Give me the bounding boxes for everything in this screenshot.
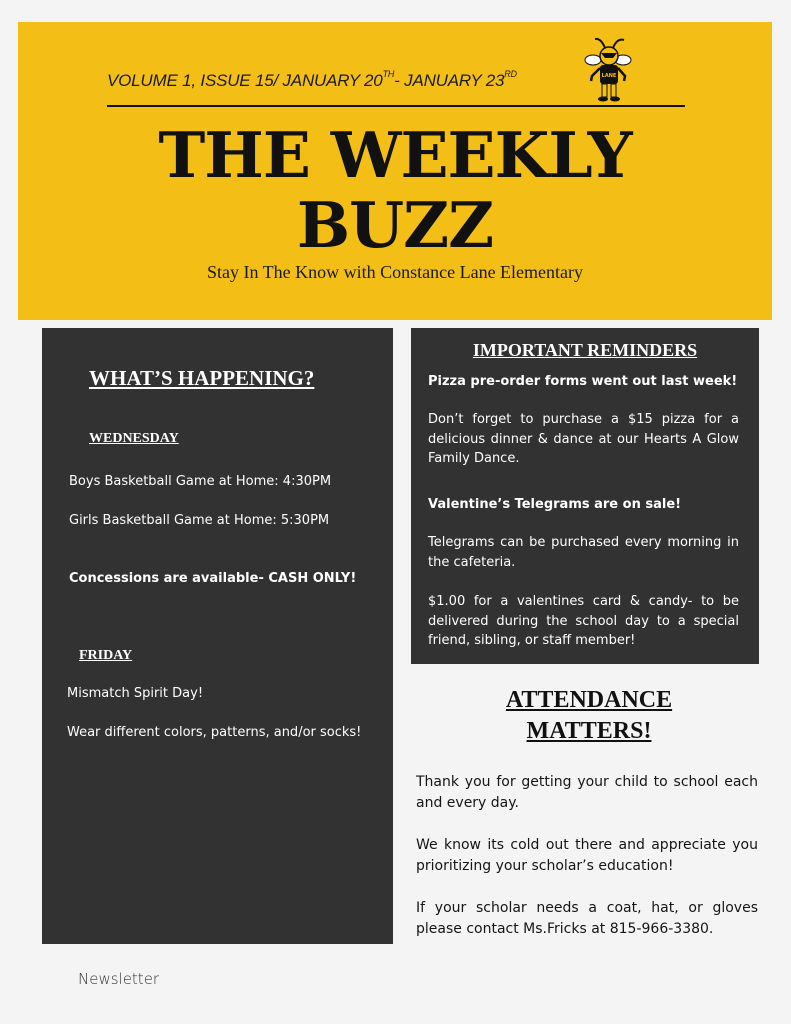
attendance-paragraph: We know its cold out there and appreciate you prioritizing your scholar’s education! xyxy=(416,837,758,874)
issue-suffix-2: RD xyxy=(504,69,517,79)
bee-mascot-icon xyxy=(583,36,633,106)
telegram-reminder-text: Telegrams can be purchased every morning in the cafeteria. xyxy=(428,535,739,570)
pizza-reminder-text: Don’t forget to purchase a $15 pizza for a delicious dinner & dance at our Hearts A Glow Family Dance. xyxy=(428,412,739,466)
issue-date-start: VOLUME 1, ISSUE 15/ JANUARY 20 xyxy=(107,71,383,90)
wednesday-label: WEDNESDAY xyxy=(89,431,179,446)
pizza-reminder-title: Pizza pre-order forms went out last week! xyxy=(428,374,738,389)
list-item: Mismatch Spirit Day! xyxy=(67,686,204,701)
issue-line xyxy=(107,71,627,91)
list-item: Wear different colors, patterns, and/or socks! xyxy=(67,725,362,740)
attendance-paragraph: Thank you for getting your child to school each and every day. xyxy=(416,774,758,811)
telegram-reminder-title: Valentine’s Telegrams are on sale! xyxy=(428,497,682,512)
attendance-heading-line-2: MATTERS! xyxy=(526,718,652,744)
title-line-2: BUZZ xyxy=(296,188,494,262)
attendance-heading-line-1: ATTENDANCE xyxy=(505,687,673,713)
issue-suffix-1: TH xyxy=(382,69,395,79)
attendance-heading xyxy=(411,685,767,747)
attendance-paragraph: If your scholar needs a coat, hat, or gloves please contact Ms.Fricks at 815-966-3380. xyxy=(416,900,758,937)
whats-happening-heading: WHAT’S HAPPENING? xyxy=(89,366,315,390)
title-line-1: THE WEEKLY xyxy=(158,118,632,192)
masthead xyxy=(18,22,772,320)
reminders-heading: IMPORTANT REMINDERS xyxy=(472,340,698,360)
mascot-label: LANE xyxy=(601,73,617,79)
tagline: Stay In The Know with Constance Lane Elementary xyxy=(206,262,584,282)
friday-label: FRIDAY xyxy=(79,648,133,663)
list-item: Boys Basketball Game at Home: 4:30PM xyxy=(69,474,332,489)
important-reminders-panel xyxy=(411,328,759,664)
whats-happening-panel xyxy=(42,328,393,944)
issue-date-end: - JANUARY 23 xyxy=(394,71,505,90)
concessions-note: Concessions are available- CASH ONLY! xyxy=(69,571,357,586)
newsletter-title xyxy=(18,120,772,260)
telegram-price-text: $1.00 for a valentines card & candy- to be delivered during the school day to a special friend, sibling, or staff member! xyxy=(428,594,739,648)
footer-label: Newsletter xyxy=(78,970,160,988)
list-item: Girls Basketball Game at Home: 5:30PM xyxy=(69,513,330,528)
